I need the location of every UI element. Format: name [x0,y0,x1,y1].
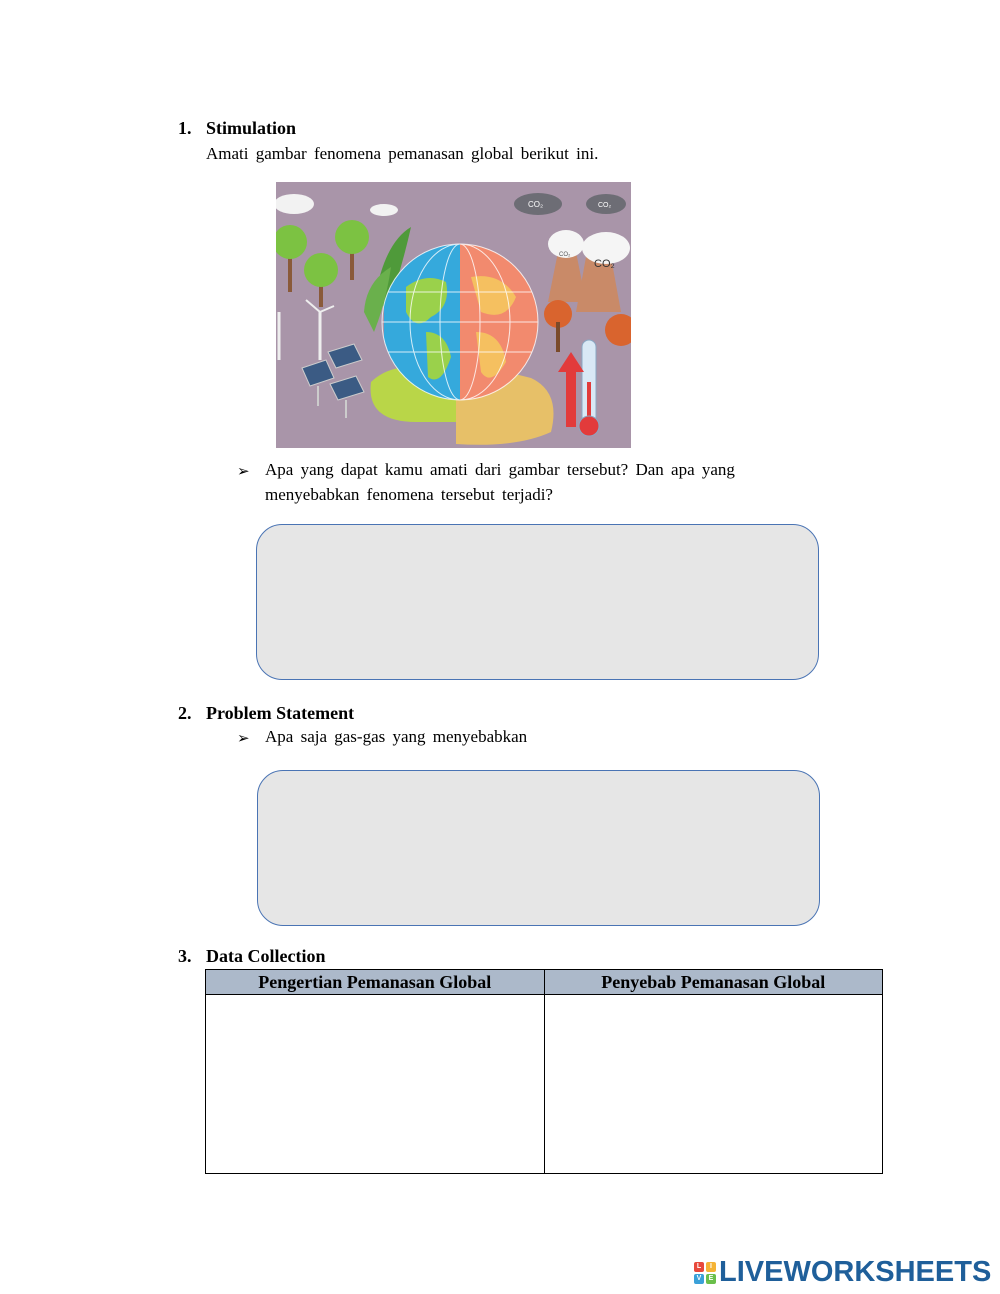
section-3-title: Data Collection [206,946,326,966]
stimulation-instruction: Amati gambar fenomena pemanasan global berikut ini. [206,144,599,163]
section-3-number: 3. [178,946,192,966]
question-2-bullet-icon: ➢ [237,731,250,747]
problem-question: Apa saja gas-gas yang menyebabkan [265,727,528,746]
section-2-number: 2. [178,703,192,723]
co2-label-d: CO₂ [594,258,615,270]
answer-box-problem-statement[interactable] [257,770,820,926]
co2-label-c: CO₂ [559,252,571,258]
question-1-line-1: Apa yang dapat kamu amati dari gambar tersebut? Dan apa yang [265,460,735,479]
liveworksheets-brand-text: LIVEWORKSHEETS [719,1256,992,1288]
column-header-pengertian: Pengertian Pemanasan Global [206,970,545,995]
answer-cell-penyebab[interactable] [544,995,883,1174]
answer-box-stimulation[interactable] [256,524,819,680]
co2-label-a: CO₂ [528,200,544,209]
data-collection-table-wrapper [205,969,883,1174]
section-1-heading [178,118,296,139]
table-row [206,995,883,1174]
section-1-title: Stimulation [206,118,297,138]
answer-cell-pengertian[interactable] [206,995,545,1174]
logo-letter-l: L [694,1262,704,1272]
co2-label-b: CO₂ [598,202,612,209]
table-header-row [206,970,883,995]
logo-letter-v: V [694,1274,704,1284]
section-3-heading [178,946,325,967]
logo-letter-e: E [706,1274,716,1284]
data-collection-table [205,969,883,1174]
section-2-heading [178,703,354,724]
section-2-title: Problem Statement [206,703,355,723]
liveworksheets-logo-icon [694,1262,716,1284]
global-warming-illustration [276,182,631,448]
question-1-line-2: menyebabkan fenomena tersebut terjadi? [265,485,553,504]
question-1-bullet-icon: ➢ [237,464,250,480]
liveworksheets-logo [694,1256,991,1289]
section-1-number: 1. [178,118,192,138]
logo-letter-i: I [706,1262,716,1272]
column-header-penyebab: Penyebab Pemanasan Global [544,970,883,995]
